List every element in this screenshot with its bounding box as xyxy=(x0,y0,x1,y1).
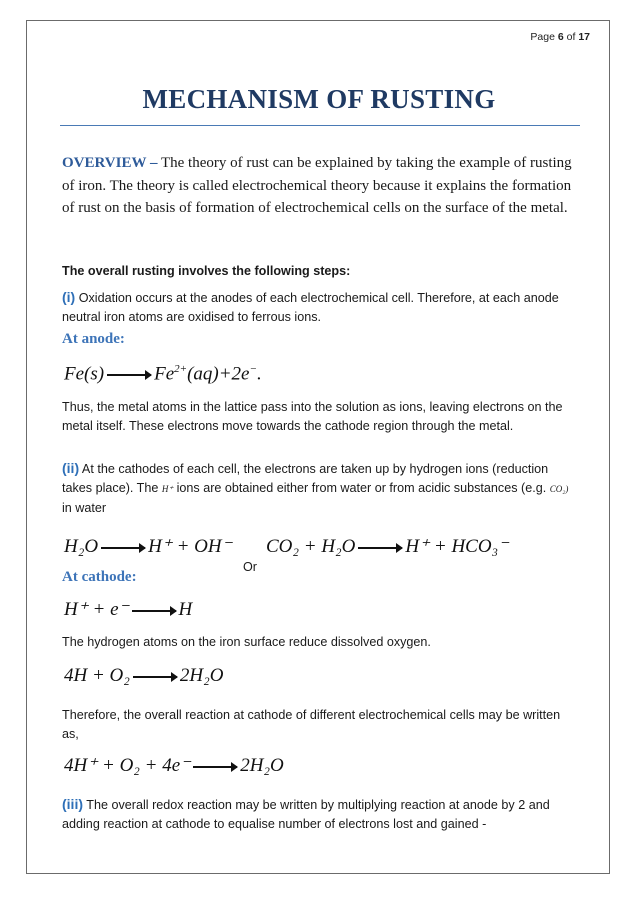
step-3-number: (iii) xyxy=(62,796,83,812)
water-equation: H₂O H⁺ + OH⁻ xyxy=(64,536,232,557)
cathode-heading: At cathode: xyxy=(62,569,137,585)
title-underline xyxy=(60,125,580,126)
h-plus-inline: H⁺ xyxy=(161,484,174,494)
overview-label: OVERVIEW – xyxy=(62,155,158,171)
step-2: (ii) At the cathodes of each cell, the electrons are taken up by hydrogen ions (reduction takes place). The H⁺ ions are obtained either from water or from acidic substances (e.g. CO₂) in water xyxy=(62,460,569,515)
step-1 xyxy=(62,288,574,327)
page-title: MECHANISM OF RUSTING xyxy=(142,84,496,114)
co2-inline: CO₂) xyxy=(549,484,569,494)
step-3-text: The overall redox reaction may be written by multiplying reaction at anode by 2 and adding reaction at cathode to equalise number of electrons lost and gained - xyxy=(62,798,550,831)
overall-text: Therefore, the overall reaction at cathode of different electrochemical cells may be written as, xyxy=(62,708,561,741)
overview-paragraph xyxy=(62,152,574,220)
step-1-number: (i) xyxy=(62,289,76,305)
overview-text: The theory of rust can be explained by taking the example of rusting of iron. The theory is called electrochemical theory because it explains the formation of rust on the basis of formation of electrochemical cells on the surface of the metal. xyxy=(62,155,572,216)
carbonic-equation: CO₂ + H₂O H⁺ + HCO₃⁻ xyxy=(266,536,509,557)
cathode-explanation: The hydrogen atoms on the iron surface reduce dissolved oxygen. xyxy=(62,635,431,649)
anode-heading: At anode: xyxy=(62,331,125,347)
cathode-equation: H⁺ + e⁻ H xyxy=(64,599,193,620)
anode-explanation: Thus, the metal atoms in the lattice pass into the solution as ions, leaving electrons on the metal itself. These electrons move towards the cathode region through the metal. xyxy=(62,400,563,433)
overall-equation: 4H⁺ + O₂ + 4e⁻ 2H₂O xyxy=(64,755,284,776)
page-number: Page 6 of 17 xyxy=(530,31,590,43)
or-label: Or xyxy=(243,560,257,574)
step-1-text: Oxidation occurs at the anodes of each electrochemical cell. Therefore, at each anode neutral iron atoms are oxidised to ferrous ions. xyxy=(62,291,559,324)
steps-heading: The overall rusting involves the following steps: xyxy=(62,264,351,278)
page-border xyxy=(26,20,610,874)
oxygen-equation: 4H + O₂ 2H₂O xyxy=(64,665,224,686)
step-2-number: (ii) xyxy=(62,460,80,476)
step-3 xyxy=(62,795,574,834)
anode-equation: Fe(s) $Fe^{2+}(aq)+2e^-$. xyxy=(64,363,262,385)
